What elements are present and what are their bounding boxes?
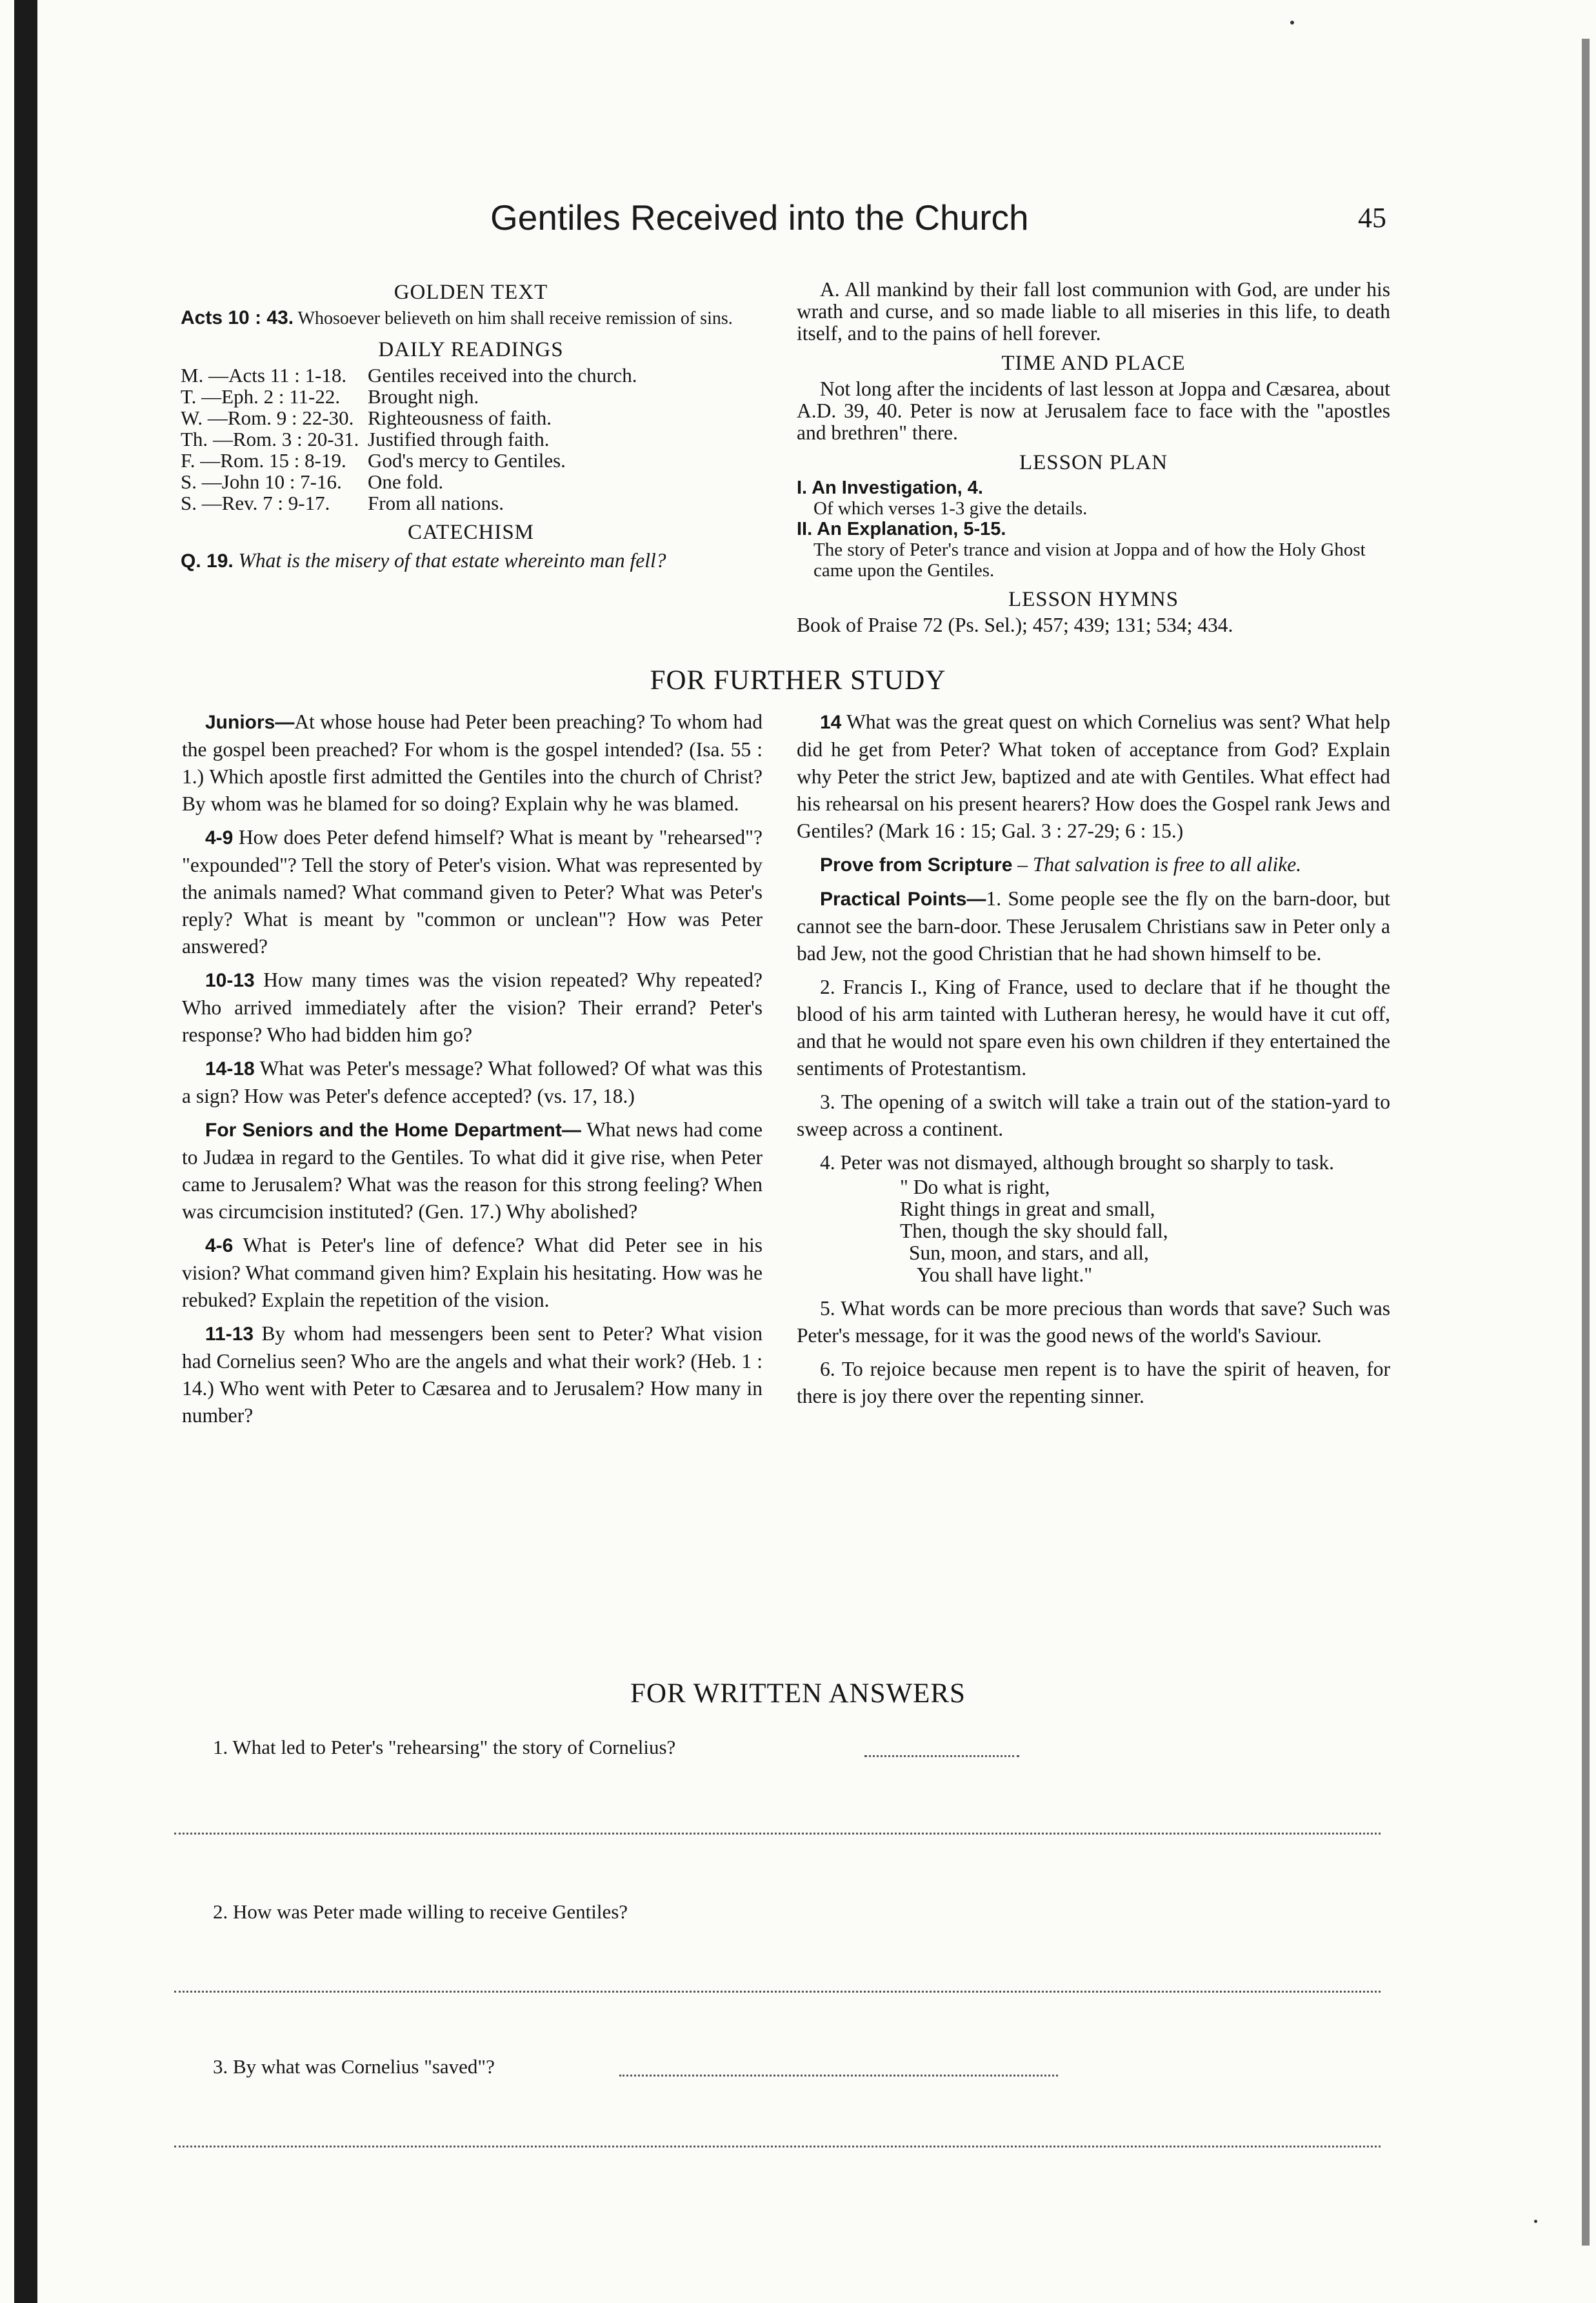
- poem-line: Right things in great and small,: [900, 1198, 1155, 1220]
- answer-line[interactable]: [174, 1991, 1381, 1993]
- verses-10-13-paragraph: [182, 967, 763, 1049]
- answer-line[interactable]: [174, 1833, 1381, 1835]
- verses-lead: 10-13: [205, 970, 255, 991]
- juniors-paragraph: [182, 709, 763, 818]
- written-answers-heading: FOR WRITTEN ANSWERS: [630, 1678, 966, 1709]
- written-question-3: 3. By what was Cornelius "saved"?: [213, 2055, 495, 2078]
- reading-day: S.: [181, 492, 197, 514]
- verses-14-18-paragraph: [182, 1055, 763, 1110]
- reading-day: T.: [181, 385, 197, 408]
- practical-point-5: 5. What words can be more precious than words that save? Such was Peter's message, for it was the good news of the world's Saviour.: [797, 1297, 1390, 1347]
- poem-line: " Do what is right,: [900, 1176, 1050, 1198]
- golden-text-reference: Acts 10 : 43.: [181, 307, 294, 328]
- upper-left-column: [181, 276, 761, 575]
- time-place-text: Not long after the incidents of last lesson at Joppa and Cæsarea, about A.D. 39, 40. Peter is now at Jerusalem face to face with the "apostles and brethren" there.: [797, 377, 1390, 444]
- practical-point-1: [797, 885, 1390, 967]
- time-place-heading: TIME AND PLACE: [1001, 352, 1186, 375]
- verses-text: By whom had messengers been sent to Peter? What vision had Cornelius seen? Who are the angels and what their work? (Heb. 1 : 14.) Who went with Peter to Cæsarea and to Jerusalem? How many in number?: [182, 1322, 763, 1427]
- reading-title: God's mercy to Gentiles.: [368, 449, 566, 472]
- reading-ref: —Rom. 3 : 20-31.: [212, 428, 359, 450]
- verses-text: How does Peter defend himself? What is meant by "rehearsed"? "expounded"? Tell the story of Peter's vision. What was represented by the animals named? What command given to Peter? What was Peter's reply? What is meant by "common or unclean"? How was Peter answered?: [182, 826, 763, 958]
- practical-point-6: 6. To rejoice because men repent is to have the spirit of heaven, for there is joy there over the repenting sinner.: [797, 1358, 1390, 1407]
- catechism-heading: CATECHISM: [407, 521, 535, 544]
- verses-4-9-paragraph: [182, 824, 763, 960]
- page-number: 45: [1358, 202, 1386, 234]
- practical-points-lead: Practical Points—: [820, 889, 986, 910]
- juniors-lead: Juniors—: [205, 712, 295, 733]
- verses-text: What is Peter's line of defence? What did Peter see in his vision? What command given him? Explain his hesitating. How was he rebuked? Explain the repetition of the vision.: [182, 1234, 763, 1311]
- list-item: [181, 471, 761, 492]
- poem-line: You shall have light.": [917, 1263, 1093, 1286]
- reading-title: Righteousness of faith.: [368, 407, 552, 429]
- practical-point-3: 3. The opening of a switch will take a train out of the station-yard to sweep across a continent.: [797, 1091, 1390, 1140]
- reading-title: One fold.: [368, 470, 444, 493]
- golden-text-body: Whosoever believeth on him shall receive remission of sins.: [297, 308, 733, 328]
- reading-ref: —Rom. 15 : 8-19.: [200, 449, 346, 472]
- reading-day: S.: [181, 470, 197, 493]
- prove-text: That salvation is free to all alike.: [1032, 853, 1302, 876]
- reading-ref: —John 10 : 7-16.: [201, 470, 342, 493]
- reading-day: M.: [181, 364, 204, 387]
- verses-lead: 4-9: [205, 827, 234, 849]
- poem: [797, 1176, 1390, 1286]
- list-item: [181, 407, 761, 428]
- seniors-text: What news had come to Judæa in regard to the Gentiles. To what did it give rise, when Peter came to Jerusalem? What was the reason for this strong feeling? When was circumcision instituted? (Gen. 17.) Why abolished?: [182, 1118, 763, 1223]
- reading-day: W.: [181, 407, 203, 429]
- reading-ref: —Acts 11 : 1-18.: [208, 364, 347, 387]
- reading-title: Brought nigh.: [368, 385, 479, 408]
- prove-lead: Prove from Scripture: [820, 854, 1013, 876]
- prove-from-scripture: Prove from Scripture – That salvation is free to all alike.: [820, 853, 1302, 876]
- daily-readings-heading: DAILY READINGS: [378, 338, 564, 361]
- answer-line[interactable]: [174, 2146, 1381, 2147]
- verses-lead: 4-6: [205, 1235, 234, 1256]
- golden-text: [181, 307, 761, 330]
- lesson-hymns-heading: LESSON HYMNS: [1008, 588, 1179, 611]
- reading-ref: —Eph. 2 : 11-22.: [201, 385, 341, 408]
- seniors-4-6-paragraph: [182, 1232, 763, 1314]
- catechism-question-text: What is the misery of that estate whereinto man fell?: [238, 549, 666, 572]
- written-question-1: 1. What led to Peter's "rehearsing" the story of Cornelius?: [213, 1736, 676, 1758]
- lesson-plan-heading: LESSON PLAN: [1019, 451, 1168, 474]
- verses-lead: 14: [820, 712, 842, 733]
- practical-point-2: 2. Francis I., King of France, used to declare that if he thought the blood of his arm tainted with Lutheran heresy, he would have it cut off, and that he would not spare even his own children if they entertained the sentiments of Protestantism.: [797, 976, 1390, 1080]
- poem-line: Sun, moon, and stars, and all,: [909, 1242, 1149, 1264]
- poem-line: Then, though the sky should fall,: [900, 1220, 1168, 1242]
- list-item: [181, 365, 761, 386]
- lesson-plan-item-2-desc: The story of Peter's trance and vision at Joppa and of how the Holy Ghost came upon the Gentiles.: [813, 539, 1366, 581]
- reading-ref: —Rev. 7 : 9-17.: [201, 492, 330, 514]
- lesson-hymns-text: Book of Praise 72 (Ps. Sel.); 457; 439; 131; 534; 434.: [797, 614, 1233, 636]
- practical-point-text: 1. Some people see the fly on the barn-door, but cannot see the barn-door. These Jerusalem Christians saw in Peter only a bad Jew, not the good Christian that he had shown himself to be.: [797, 887, 1390, 965]
- seniors-14-paragraph: [797, 709, 1390, 845]
- scan-left-edge: [14, 0, 37, 2303]
- list-item: [181, 492, 761, 514]
- further-study-left-column: [182, 709, 763, 1429]
- list-item: [181, 386, 761, 407]
- upper-right-column: [797, 279, 1390, 636]
- lesson-plan-item-1: I. An Investigation, 4.: [797, 478, 983, 498]
- reading-title: Gentiles received into the church.: [368, 364, 637, 387]
- verses-text: How many times was the vision repeated? Why repeated? Who arrived immediately after the vision? Their errand? Peter's response? Who had bidden him go?: [182, 969, 763, 1046]
- daily-readings-list: [181, 365, 761, 514]
- verses-lead: 11-13: [205, 1323, 254, 1345]
- seniors-paragraph: [182, 1116, 763, 1225]
- practical-point-4: 4. Peter was not dismayed, although brought so sharply to task.: [820, 1151, 1335, 1174]
- running-title: Gentiles Received into the Church: [490, 197, 1029, 237]
- catechism-question-label: Q. 19.: [181, 550, 234, 572]
- list-item: [181, 450, 761, 471]
- further-study-right-column: [797, 709, 1390, 1410]
- reading-title: Justified through faith.: [368, 428, 550, 450]
- reading-day: Th.: [181, 428, 208, 450]
- catechism-question: [181, 547, 761, 575]
- verses-text: What was Peter's message? What followed? Of what was this a sign? How was Peter's defence accepted? (vs. 17, 18.): [182, 1057, 763, 1107]
- seniors-11-13-paragraph: [182, 1320, 763, 1429]
- juniors-text: At whose house had Peter been preaching? To whom had the gospel been preached? For whom is the gospel intended? (Isa. 55 : 1.) Which apostle first admitted the Gentiles into the church of Christ? By whom was he blamed for so doing? Explain why he was blamed.: [182, 710, 763, 815]
- written-question-2: 2. How was Peter made willing to receive Gentiles?: [213, 1900, 628, 1923]
- reading-ref: —Rom. 9 : 22-30.: [207, 407, 354, 429]
- reading-day: F.: [181, 449, 195, 472]
- seniors-lead: For Seniors and the Home Department—: [205, 1120, 581, 1141]
- scan-speck: [1290, 21, 1294, 25]
- lesson-plan-item-1-desc: Of which verses 1-3 give the details.: [813, 498, 1088, 519]
- verses-lead: 14-18: [205, 1058, 255, 1080]
- scan-speck: [1534, 2220, 1537, 2223]
- scan-right-edge: [1582, 39, 1590, 2246]
- lesson-plan-item-2: II. An Explanation, 5-15.: [797, 519, 1006, 539]
- reading-title: From all nations.: [368, 492, 504, 514]
- answer-line[interactable]: [864, 1755, 1019, 1757]
- golden-text-heading: GOLDEN TEXT: [394, 281, 548, 304]
- further-study-heading: FOR FURTHER STUDY: [650, 665, 946, 696]
- list-item: [181, 428, 761, 450]
- verses-text: What was the great quest on which Cornelius was sent? What help did he get from Peter? What token of acceptance from God? Explain why Peter the strict Jew, baptized and ate with Gentiles. What effect had his rehearsal on his present hearers? How does the Gospel rank Jews and Gentiles? (Mark 16 : 15; Gal. 3 : 27-29; 6 : 15.): [797, 710, 1390, 842]
- answer-line[interactable]: [619, 2075, 1058, 2077]
- catechism-answer: A. All mankind by their fall lost communion with God, are under his wrath and curse, and so made liable to all miseries in this life, to death itself, and to the pains of hell forever.: [797, 278, 1390, 345]
